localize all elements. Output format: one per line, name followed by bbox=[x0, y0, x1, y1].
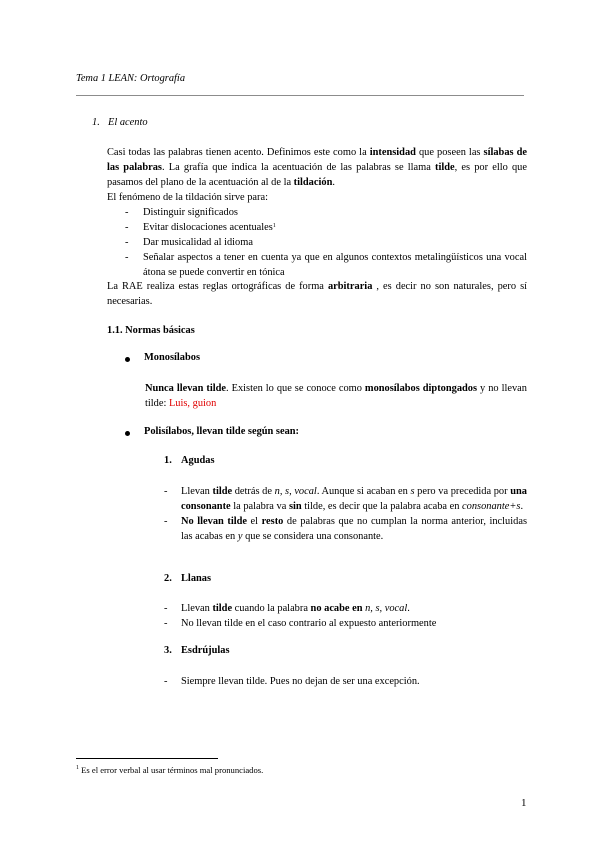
text: Llevan bbox=[181, 486, 213, 497]
text: tilde, es decir que la palabra acaba en bbox=[301, 501, 463, 512]
heading-number: 2. bbox=[164, 573, 172, 584]
text: de palabras que no cumplan la norma anterior, incluidas las acabas en bbox=[181, 516, 527, 542]
intro-bold-silabas: sílabas de las palabras bbox=[107, 147, 527, 173]
rae-paragraph bbox=[107, 279, 527, 309]
heading-agudas bbox=[164, 455, 215, 466]
list-item bbox=[164, 484, 527, 514]
intro-text: Casi todas las palabras tienen acento. Definimos este como la bbox=[107, 147, 370, 158]
list-item bbox=[164, 674, 527, 689]
text: Llevan bbox=[181, 603, 213, 614]
bold-text: No llevan tilde bbox=[181, 516, 247, 527]
llanas-list bbox=[164, 601, 527, 631]
intro-bold-intensidad: intensidad bbox=[369, 147, 416, 158]
intro-bold-tildacion: tildación bbox=[293, 177, 333, 188]
list-item-text: Señalar aspectos a tener en cuenta ya que en algunos contextos metalingüísticos una vocal átona se puede convertir en tónica bbox=[143, 252, 527, 278]
rae-bold-arbitraria: arbitraria bbox=[327, 281, 373, 292]
bold-text: sin bbox=[288, 501, 302, 512]
intro-text: que poseen las bbox=[415, 147, 484, 158]
dash-marker: - bbox=[164, 486, 168, 497]
dash-marker: - bbox=[125, 252, 129, 263]
heading-title: Esdrújulas bbox=[181, 645, 230, 656]
bold-text: tilde bbox=[212, 486, 233, 497]
list-item-text: Distinguir significados bbox=[143, 207, 238, 218]
bold-text: resto bbox=[261, 516, 284, 527]
mono-text: . Existen lo que se conoce como bbox=[226, 383, 365, 394]
text: pero va precedida por bbox=[414, 486, 511, 497]
bold-text: tilde bbox=[212, 603, 233, 614]
footnote bbox=[76, 765, 263, 775]
dash-marker: - bbox=[125, 222, 129, 233]
page-number: 1 bbox=[521, 797, 527, 809]
text: la palabra va bbox=[230, 501, 289, 512]
italic-text: consonante+s bbox=[462, 501, 521, 512]
monosilabos-paragraph bbox=[145, 381, 527, 411]
dash-marker: - bbox=[125, 207, 129, 218]
dash-marker: - bbox=[164, 676, 168, 687]
uses-intro: El fenómeno de la tildación sirve para: bbox=[107, 192, 268, 203]
rae-text: , es decir no son naturales, pero sí necesarias. bbox=[107, 281, 528, 307]
bold-text: una consonante bbox=[181, 486, 527, 512]
dash-marker: - bbox=[164, 516, 168, 527]
text: No llevan tilde en el caso contrario al expuesto anteriormente bbox=[181, 618, 437, 629]
list-item-text: Evitar dislocaciones acentuales bbox=[143, 222, 273, 233]
bold-text: no acabe en bbox=[310, 603, 363, 614]
list-item bbox=[125, 205, 527, 220]
list-item bbox=[125, 250, 527, 280]
text: Siempre llevan tilde. Pues no dejan de ser una excepción. bbox=[181, 676, 420, 687]
section-title: El acento bbox=[108, 117, 148, 128]
intro-paragraph bbox=[107, 145, 527, 190]
dash-marker: - bbox=[164, 603, 168, 614]
footnote-number: 1 bbox=[76, 765, 79, 771]
text: el bbox=[247, 516, 262, 527]
rae-text: La RAE realiza estas reglas ortográficas de forma bbox=[107, 281, 328, 292]
dash-marker: - bbox=[125, 237, 129, 248]
bullet-dot-icon bbox=[125, 357, 130, 362]
list-item bbox=[125, 220, 527, 235]
section-number: 1. bbox=[92, 117, 100, 128]
mono-example-red: Luis, guion bbox=[168, 398, 217, 409]
italic-text: n, s, vocal bbox=[362, 603, 408, 614]
text: detrás de bbox=[232, 486, 275, 497]
footnote-reference[interactable]: 1 bbox=[272, 223, 276, 229]
subsection-heading-normas: 1.1. Normas básicas bbox=[107, 325, 195, 336]
text: que se considera una consonante. bbox=[242, 531, 384, 542]
heading-esdrujulas bbox=[164, 645, 230, 656]
intro-text: . bbox=[332, 177, 335, 188]
mono-text: y no llevan tilde: bbox=[145, 383, 527, 409]
heading-title: Agudas bbox=[181, 455, 215, 466]
text: . Aunque si acaban en bbox=[316, 486, 411, 497]
text: cuando la palabra bbox=[232, 603, 311, 614]
heading-title: Llanas bbox=[181, 573, 212, 584]
heading-number: 1. bbox=[164, 455, 172, 466]
italic-text: s bbox=[410, 486, 415, 497]
heading-number: 3. bbox=[164, 645, 172, 656]
mono-bold-diptongados: monosílabos diptongados bbox=[364, 383, 478, 394]
italic-text: n, s, vocal bbox=[274, 486, 317, 497]
intro-text: , es por ello que pasamos del plano de la acentuación al de la bbox=[107, 162, 527, 188]
page-header: Tema 1 LEAN: Ortografía bbox=[76, 73, 186, 84]
intro-bold-tilde: tilde bbox=[435, 162, 455, 173]
footnote-text: Es el error verbal al usar términos mal pronunciados. bbox=[79, 765, 264, 775]
text: . bbox=[520, 501, 524, 512]
agudas-list bbox=[164, 484, 527, 544]
esdrujulas-list bbox=[164, 674, 527, 689]
list-item bbox=[164, 601, 527, 616]
list-item bbox=[125, 235, 527, 250]
dash-marker: - bbox=[164, 618, 168, 629]
mono-bold-nunca: Nunca llevan tilde bbox=[145, 383, 227, 394]
bullet-dot-icon bbox=[125, 431, 130, 436]
header-rule bbox=[76, 95, 524, 96]
heading-llanas bbox=[164, 573, 211, 584]
text: . bbox=[407, 603, 410, 614]
section-heading-acento bbox=[92, 117, 148, 128]
list-item bbox=[164, 616, 527, 631]
bullet-title: Monosílabos bbox=[144, 352, 201, 363]
italic-text: y bbox=[237, 531, 243, 542]
intro-text: . La grafía que indica la acentuación de las palabras se llama bbox=[161, 162, 435, 173]
bullet-title: Polisílabos, llevan tilde según sean: bbox=[144, 426, 300, 437]
uses-list bbox=[125, 205, 527, 280]
footnote-separator bbox=[76, 758, 218, 759]
list-item-text: Dar musicalidad al idioma bbox=[143, 237, 253, 248]
list-item bbox=[164, 514, 527, 544]
